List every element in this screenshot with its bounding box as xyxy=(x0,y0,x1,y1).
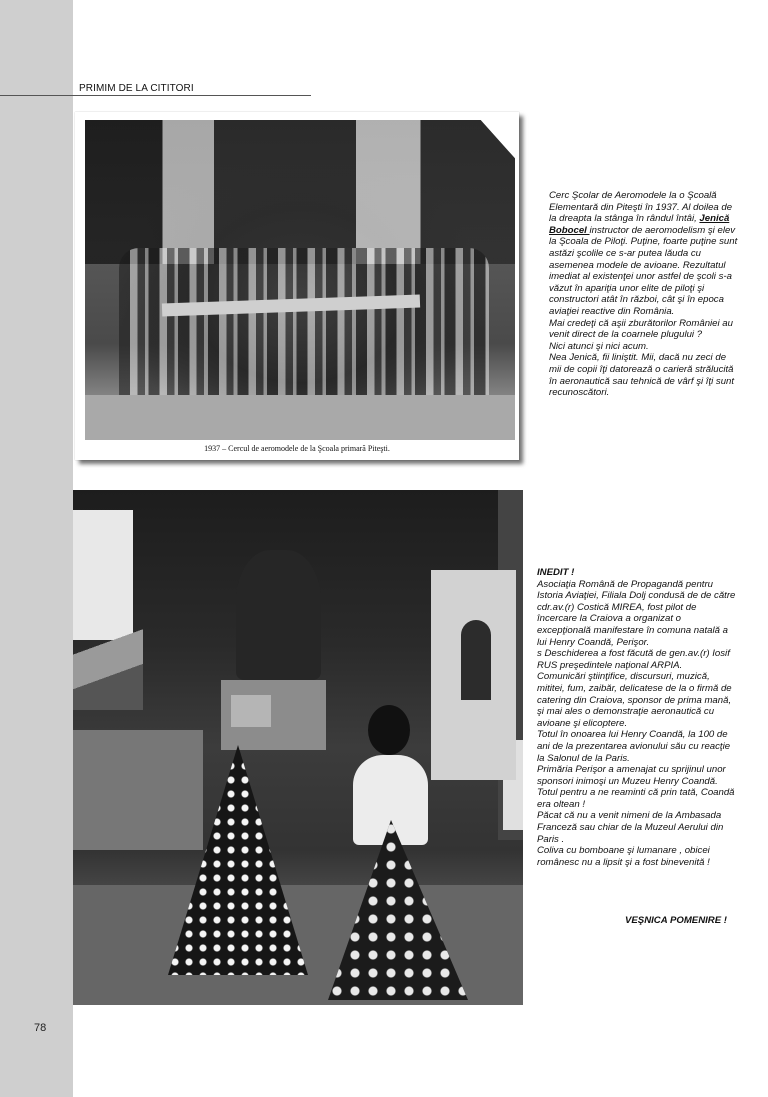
photo-lawn xyxy=(73,730,203,850)
article-bottom-p6: Păcat că nu a venit nimeni de la Ambasada Franceză sau chiar de la Muzeul Aerului din Paris . xyxy=(537,810,724,845)
photo-caption: 1937 – Cercul de aeromodele de la Şcoala primară Piteşti. xyxy=(204,444,390,453)
header-rule xyxy=(0,95,311,96)
article-bottom-heading: INEDIT ! xyxy=(537,567,575,578)
left-margin-bar xyxy=(0,0,73,1097)
article-top xyxy=(549,190,739,399)
closing-line: VEŞNICA POMENIRE ! xyxy=(625,915,727,926)
section-header: PRIMIM DE LA CITITORI xyxy=(79,83,194,94)
photo-plaque xyxy=(231,695,271,727)
article-bottom-p7: Coliva cu bomboane şi lumanare , obicei românesc nu a lipsit şi a fost binevenită ! xyxy=(537,845,710,868)
photo-aeromodelling-circle-1937 xyxy=(75,112,519,460)
article-bottom-p1: Asociaţia Română de Propagandă pentru Istoria Aviaţiei, Filiala Dolj condusă de de către cdr.av.(r) Costică MIREA, fost pilot de încercare la Craiova a organizat o excepţională manifestare în comuna natală a lui Henry Coandă, Perişor. xyxy=(537,578,736,648)
photo-bust xyxy=(236,550,321,680)
photo-ground xyxy=(85,395,515,440)
article-top-p1: Cerc Şcolar de Aeromodele la o Şcoală Elementară din Piteşti în 1937. Al doilea de la dreapta la stânga în rândul întâi, Jenică Bobocel instructor de aeromodelism şi elev la Şcoala de Piloţi. Puţine, foarte puţine sunt astăzi şcolile ce s-ar putea lăuda cu asemenea modele de avioane. Rezultatul imediat al existenţei unor astfel de şcoli s-a văzut în apariţia unor elite de piloţi şi xyxy=(549,190,738,294)
photo-image xyxy=(85,120,515,440)
article-bottom-p2: s Deschiderea a fost făcută de gen.av.(r) Iosif RUS preşedintele naţional ARPIA. xyxy=(537,648,730,671)
article-bottom-p5: Primăria Perişor a amenajat cu sprijinul unor sponsori inimoşi un Muzeu Henry Coandă. Totul pentru a ne reaminti că prin tată, Coandă era oltean ! xyxy=(537,764,735,810)
photo-woman-hair xyxy=(368,705,410,755)
photo-pavilion-arch xyxy=(461,620,491,700)
article-bottom-p4: Totul în onoarea lui Henry Coandă, la 100 de ani de la prezentarea avionului său cu reacţie la Salonul de la Paris. xyxy=(537,729,731,764)
article-bottom xyxy=(537,567,737,868)
article-top-p3: Mai credeţi că aşii zburătorilor României au venit direct de la coarnele plugului ? xyxy=(549,317,733,341)
article-bottom-p3: Comunicări ştiinţifice, discursuri, muzică, mititei, fum, zaibăr, delicatese de la o firmă de catering din Craiova, sponsor de prima mană, şi mai ales o demonstraţie aeronautică cu avioane şi elicoptere. xyxy=(537,671,732,729)
photo-building xyxy=(85,120,515,264)
article-top-p4: Nici atunci şi nici acum. xyxy=(549,340,649,352)
photo-aircraft xyxy=(73,620,143,710)
photo-coanda-bust-ceremony xyxy=(73,490,523,1005)
article-top-p5: Nea Jenică, fii liniştit. Mii, dacă nu zeci de mii de copii îţi datorează o carieră strălucită în aeronautică sau tehnică de vârf şi îţi sunt recunoscători. xyxy=(549,352,735,399)
photo-crowd xyxy=(119,248,489,402)
highlighted-name: Jenică Bobocel xyxy=(549,213,730,236)
article-top-p2: constructori atât în război, cât şi în epoca aviaţiei reactive din România. xyxy=(549,294,724,317)
page-number: 78 xyxy=(34,1022,47,1034)
